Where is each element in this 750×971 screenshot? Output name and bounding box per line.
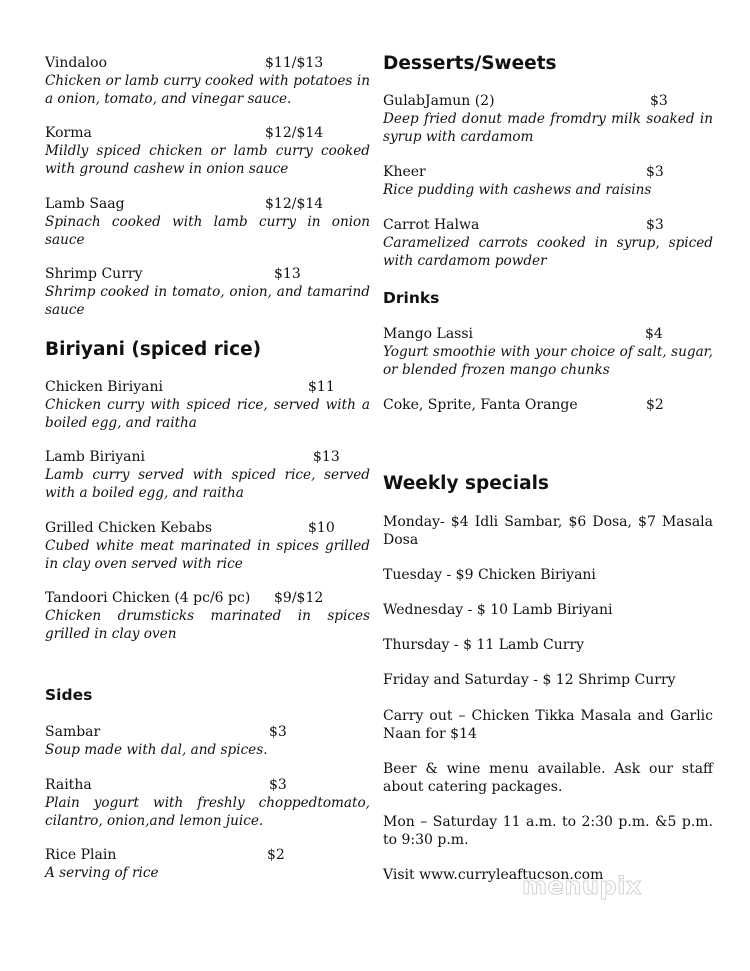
item-price: $3 bbox=[269, 724, 287, 740]
menu-item-raitha bbox=[45, 776, 370, 830]
beer-wine-note: Beer & wine menu available. Ask our staff about catering packages. bbox=[383, 761, 713, 795]
menu-item-gulab-jamun bbox=[383, 92, 713, 146]
item-name: Sambar bbox=[45, 724, 101, 740]
item-name: Rice Plain bbox=[45, 847, 117, 863]
special-monday: Monday- $4 Idli Sambar, $6 Dosa, $7 Masala Dosa bbox=[383, 514, 713, 548]
item-name: Coke, Sprite, Fanta Orange bbox=[383, 397, 578, 413]
menu-item-sambar bbox=[45, 723, 370, 759]
menu-item-sodas bbox=[383, 396, 713, 414]
item-name: Chicken Biriyani bbox=[45, 379, 163, 395]
item-description: Spinach cooked with lamb curry in onion sauce bbox=[45, 214, 370, 248]
item-price: $13 bbox=[313, 449, 340, 465]
item-description: Deep fried donut made fromdry milk soaked in syrup with cardamom bbox=[383, 111, 713, 145]
item-name: Kheer bbox=[383, 164, 426, 180]
item-name: Shrimp Curry bbox=[45, 266, 143, 282]
carry-out-special: Carry out – Chicken Tikka Masala and Garlic Naan for $14 bbox=[383, 708, 713, 742]
website-link[interactable]: Visit www.curryleaftucson.com bbox=[383, 867, 604, 883]
item-name: Korma bbox=[45, 125, 92, 141]
item-description: Mildly spiced chicken or lamb curry cooked with ground cashew in onion sauce bbox=[45, 143, 370, 177]
item-name: Grilled Chicken Kebabs bbox=[45, 520, 213, 536]
menu-item-rice-plain bbox=[45, 846, 370, 882]
item-price: $11/$13 bbox=[265, 55, 324, 71]
item-price: $12/$14 bbox=[265, 196, 324, 212]
menu-item-chicken-biriyani bbox=[45, 378, 370, 432]
item-description: Chicken drumsticks marinated in spices grilled in clay oven bbox=[45, 608, 370, 642]
item-description: A serving of rice bbox=[45, 865, 159, 881]
item-price: $3 bbox=[269, 777, 287, 793]
special-thursday: Thursday - $ 11 Lamb Curry bbox=[383, 637, 585, 653]
item-price: $2 bbox=[267, 847, 285, 863]
menu-item-tandoori-chicken bbox=[45, 589, 370, 643]
section-heading-sides: Sides bbox=[45, 686, 93, 704]
menupix-watermark: menupix bbox=[522, 872, 642, 900]
section-heading-weekly-specials: Weekly specials bbox=[383, 473, 549, 494]
menu-item-carrot-halwa bbox=[383, 216, 713, 270]
item-name: Vindaloo bbox=[45, 55, 108, 71]
menu-item-lamb-biriyani bbox=[45, 448, 370, 502]
menu-item-shrimp-curry bbox=[45, 265, 370, 319]
item-price: $11 bbox=[308, 379, 335, 395]
section-heading-desserts: Desserts/Sweets bbox=[383, 53, 557, 74]
section-heading-drinks: Drinks bbox=[383, 289, 440, 307]
menu-item-grilled-chicken-kebabs bbox=[45, 519, 370, 573]
item-description: Plain yogurt with freshly choppedtomato, cilantro, onion,and lemon juice. bbox=[45, 795, 370, 829]
item-description: Chicken or lamb curry cooked with potatoes in a onion, tomato, and vinegar sauce. bbox=[45, 73, 370, 107]
item-description: Lamb curry served with spiced rice, served with a boiled egg, and raitha bbox=[45, 467, 370, 501]
item-description: Yogurt smoothie with your choice of salt, sugar, or blended frozen mango chunks bbox=[383, 344, 713, 378]
menu-item-vindaloo bbox=[45, 54, 370, 108]
section-heading-biriyani: Biriyani (spiced rice) bbox=[45, 339, 262, 360]
special-wednesday: Wednesday - $ 10 Lamb Biriyani bbox=[383, 602, 613, 618]
item-description: Caramelized carrots cooked in syrup, spiced with cardamom powder bbox=[383, 235, 713, 269]
special-tuesday: Tuesday - $9 Chicken Biriyani bbox=[383, 567, 596, 583]
item-price: $10 bbox=[308, 520, 335, 536]
item-description: Shrimp cooked in tomato, onion, and tamarind sauce bbox=[45, 284, 370, 318]
item-name: Tandoori Chicken (4 pc/6 pc) bbox=[45, 590, 251, 606]
special-friday-saturday: Friday and Saturday - $ 12 Shrimp Curry bbox=[383, 672, 676, 688]
item-price: $3 bbox=[646, 164, 664, 180]
item-name: GulabJamun (2) bbox=[383, 93, 495, 109]
item-description: Cubed white meat marinated in spices grilled in clay oven served with rice bbox=[45, 538, 370, 572]
item-description: Chicken curry with spiced rice, served with a boiled egg, and raitha bbox=[45, 397, 370, 431]
item-name: Lamb Saag bbox=[45, 196, 125, 212]
item-name: Raitha bbox=[45, 777, 92, 793]
item-name: Carrot Halwa bbox=[383, 217, 480, 233]
item-price: $3 bbox=[650, 93, 668, 109]
item-price: $12/$14 bbox=[265, 125, 324, 141]
item-name: Mango Lassi bbox=[383, 326, 474, 342]
menu-item-mango-lassi bbox=[383, 325, 713, 379]
item-name: Lamb Biriyani bbox=[45, 449, 146, 465]
menu-item-korma bbox=[45, 124, 370, 178]
hours: Mon – Saturday 11 a.m. to 2:30 p.m. &5 p.m. to 9:30 p.m. bbox=[383, 814, 713, 848]
menu-item-kheer bbox=[383, 163, 713, 199]
item-price: $9/$12 bbox=[274, 590, 324, 606]
item-description: Rice pudding with cashews and raisins bbox=[383, 182, 652, 198]
item-price: $3 bbox=[646, 217, 664, 233]
item-description: Soup made with dal, and spices. bbox=[45, 742, 268, 758]
item-price: $2 bbox=[646, 397, 664, 413]
menu-item-lamb-saag bbox=[45, 195, 370, 249]
item-price: $4 bbox=[645, 326, 663, 342]
item-price: $13 bbox=[274, 266, 301, 282]
